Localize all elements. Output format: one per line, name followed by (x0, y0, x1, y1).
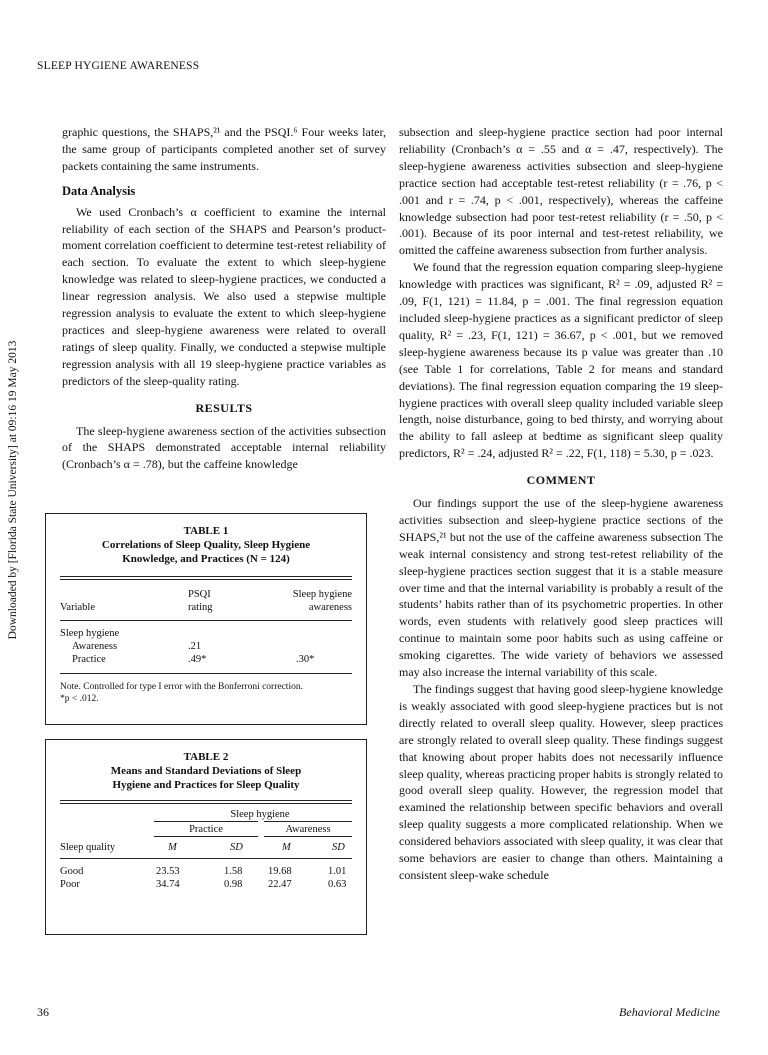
paragraph: Our findings support the use of the sleep-hygiene awareness activities subsection and sleep-hygiene practice sections of the SHAPS,²¹ but not the use of the caffeine awareness subsection The weak internal consistency and strong test-retest reliability of the sleep-hygiene practices section suggest that it is a stable measure over time and that the internal variability is probably a result of the students’ habits rather than of its psychometric properties. In other words, even students with relatively good sleep practices will continue to maintain some poor habits such as using caffeine or smoking cigarettes. The wide variety of behaviors we assessed may also increase the internal variability of this scale. (399, 496, 723, 680)
cell-value: 0.98 (224, 879, 243, 890)
paragraph: The findings suggest that having good sleep-hygiene knowledge is weakly associated with good sleep-hygiene practices but is not directly related to overall sleep quality. However, sleep practices are strongly related to overall sleep quality. These findings suggest that knowing about proper habits does not necessarily influence sleep quality, whereas practicing proper habits is strongly related to good overall sleep quality. However, the regression model that examined the relationship between specific behaviors and overall sleep quality suggests a more complicated relationship. When we considered behaviors associated with sleep quality, it was clear that some behaviors are easier to change than others. Maintaining a consistent sleep-wake schedule (399, 682, 723, 882)
table-1 (45, 513, 367, 725)
table-header (60, 580, 352, 620)
col-header: awareness (308, 602, 352, 613)
group-header: Practice (189, 824, 223, 835)
col-header: M (168, 842, 177, 853)
table-body (60, 621, 352, 673)
results-heading: RESULTS (195, 400, 253, 415)
cell-value: .49* (188, 654, 207, 665)
cell-value: 1.01 (328, 866, 347, 877)
row-label: Practice (72, 654, 106, 665)
col-header: SD (230, 842, 243, 853)
paragraph: subsection and sleep-hygiene practice section had poor internal reliability (Cronbach’s α = .55 and α = .47, respectively). The sleep-hygiene awareness activities subsection and sleep-hygiene practice section had acceptable test-retest reliability (r = .76, p < .001 and r = .74, p < .001, respectively), whereas the caffeine knowledge subsection had poor test-retest reliability (r = .50, p < .001). Because of its poor internal and test-retest reliability, we omitted the caffeine awareness subsection from further analysis. (399, 125, 723, 258)
cell-value: 34.74 (156, 879, 180, 890)
page-number: 36 (37, 1005, 49, 1019)
table-label: TABLE 1 (183, 525, 229, 537)
row-label: Good (60, 866, 84, 877)
download-note: Downloaded by [Florida State University] at 09:16 19 May 2013 (7, 340, 19, 640)
paragraph: The sleep-hygiene awareness section of the activities subsection of the SHAPS demonstrated acceptable internal reliability (Cronbach’s α = .78), but the caffeine knowledge (62, 423, 386, 472)
col-header: Variable (60, 602, 95, 613)
table-body (60, 859, 352, 893)
cell-value: 1.58 (224, 866, 243, 877)
table-note (60, 681, 352, 705)
table-title: Means and Standard Deviations of Sleep Hygiene and Practices for Sleep Quality (110, 765, 302, 791)
row-label: Poor (60, 879, 80, 890)
cell-value: 23.53 (156, 866, 180, 877)
col-header: rating (188, 602, 213, 613)
col-header: PSQI (188, 589, 211, 600)
cell-value: 22.47 (268, 879, 292, 890)
note-text: Note. Controlled for type I error with the Bonferroni correction. (60, 682, 303, 692)
comment-heading: COMMENT (526, 473, 596, 488)
cell-value: 0.63 (328, 879, 347, 890)
col-header: SD (332, 842, 345, 853)
running-head: SLEEP HYGIENE AWARENESS (37, 60, 200, 72)
left-column (62, 124, 386, 473)
table-label: TABLE 2 (183, 751, 229, 763)
download-watermark (6, 290, 20, 690)
col-header: Sleep quality (60, 842, 116, 853)
table-header (60, 804, 352, 858)
table-2 (45, 739, 367, 935)
row-label: Awareness (72, 641, 118, 652)
span-header: Sleep hygiene (230, 809, 290, 820)
right-column (399, 124, 723, 884)
table-title: Correlations of Sleep Quality, Sleep Hygiene Knowledge, and Practices (N = 124) (101, 539, 311, 565)
rule (264, 821, 352, 822)
rule (154, 836, 258, 837)
paragraph: We found that the regression equation comparing sleep-hygiene knowledge with practices was significant, R² = .09, adjusted R² = .09, F(1, 121) = 11.84, p = .001. The final regression equation included sleep-hygiene practices as a significant predictor of sleep quality, R² = .23, F(1, 121) = 36.67, p < .001, but we removed sleep-hygiene awareness because its p value was greater than .10 (see Table 1 for correlations, Table 2 for means and standard deviations). The final regression equation comparing the 19 sleep-hygiene practices with overall sleep quality included variable sleep length, noise disturbance, going to bed thirsty, and worrying about the ability to fall asleep at bedtime as significant sleep quality predictors, R² = .24, adjusted R² = .22, F(1, 118) = 5.30, p = .023. (399, 260, 723, 461)
rule (154, 821, 258, 822)
section-subhead: Data Analysis (62, 183, 136, 198)
col-header: M (282, 842, 291, 853)
rule (264, 836, 352, 837)
cell-value: .30* (296, 654, 315, 665)
group-header: Awareness (285, 824, 331, 835)
col-header: Sleep hygiene (292, 589, 352, 600)
journal-name: Behavioral Medicine (619, 1005, 720, 1019)
cell-value: 19.68 (268, 866, 292, 877)
paragraph: graphic questions, the SHAPS,²¹ and the PSQI.⁶ Four weeks later, the same group of participants completed another set of survey packets containing the same instruments. (62, 125, 386, 173)
paragraph: We used Cronbach’s α coefficient to examine the internal reliability of each section of the SHAPS and Pearson’s product-moment correlation coefficient to determine test-retest reliability of each section. To evaluate the extent to which sleep-hygiene knowledge was related to sleep-hygiene practices, we conducted a linear regression analysis. We also used a stepwise multiple regression analysis to evaluate the extent to which sleep-hygiene practices and sleep-hygiene awareness were related to overall ratings of sleep quality. Finally, we conducted a stepwise multiple regression analysis with all 19 sleep-hygiene practice variables as predictors of the sleep-quality rating. (62, 204, 386, 388)
note-text: *p < .012. (60, 694, 99, 704)
cell-value: .21 (188, 641, 202, 652)
rule (60, 673, 352, 674)
row-group-label: Sleep hygiene (60, 628, 120, 639)
